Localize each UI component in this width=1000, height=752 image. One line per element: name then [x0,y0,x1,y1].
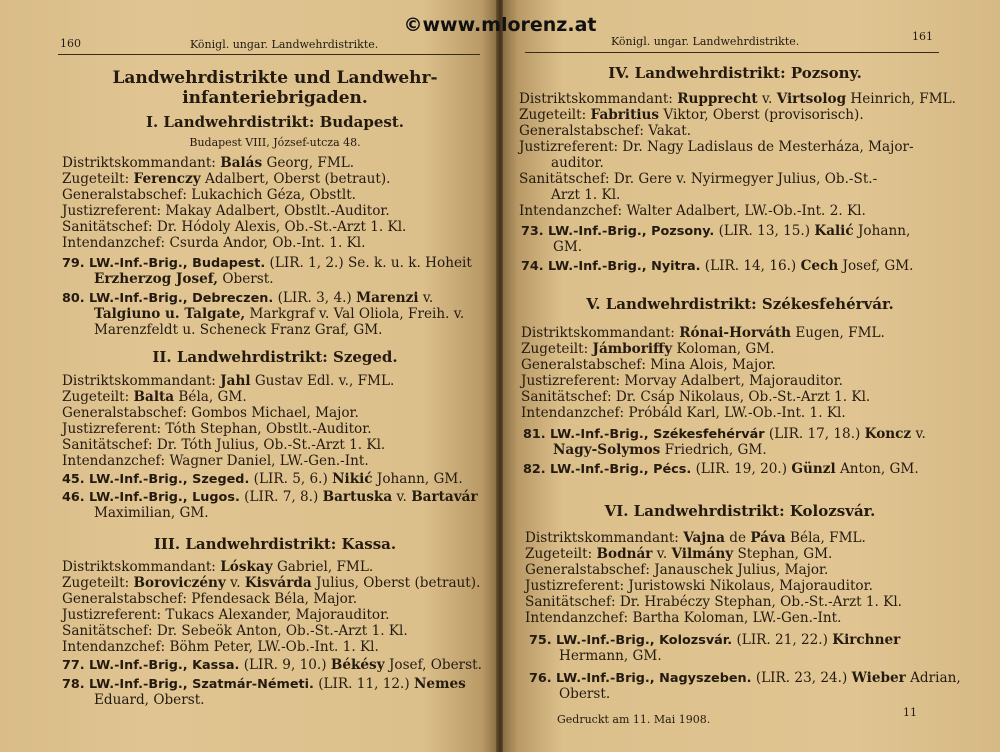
brigade-46: 46. LW.-Inf.-Brig., Lugos. (LIR. 7, 8.) Bartuska v. Bartavár [62,489,478,505]
left-page [0,0,497,752]
district-1-heading: I. Landwehrdistrikt: Budapest. [145,113,405,131]
brigade-82: 82. LW.-Inf.-Brig., Pécs. (LIR. 19, 20.) Günzl Anton, GM. [523,461,919,477]
right-page-number: 161 [912,30,933,43]
d4-justizreferent-line2: auditor. [551,155,604,171]
brigade-81-line2: Nagy-Solymos Friedrich, GM. [553,442,767,458]
d4-justizreferent: Justizreferent: Dr. Nagy Ladislaus de Mesterháza, Major- [519,139,914,155]
brigade-75: 75. LW.-Inf.-Brig., Kolozsvár. (LIR. 21, 22.) Kirchner [529,632,901,648]
d4-generalstabschef: Generalstabschef: Vakat. [519,123,692,139]
d1-zugeteilt: Zugeteilt: Ferenczy Adalbert, Oberst (betraut). [62,171,391,187]
brigade-79-line2: Erzherzog Josef, Oberst. [94,271,274,287]
brigade-78-line2: Eduard, Oberst. [94,692,205,708]
brigade-76: 76. LW.-Inf.-Brig., Nagyszeben. (LIR. 23, 24.) Wieber Adrian, [529,670,961,686]
chapter-title-line2: infanteriebrigaden. [182,88,368,108]
brigade-46-line2: Maximilian, GM. [94,505,209,521]
right-page [503,0,1000,752]
left-running-head: Königl. ungar. Landwehrdistrikte. [190,38,379,51]
district-4-heading: IV. Landwehrdistrikt: Pozsony. [608,64,862,82]
district-2-heading: II. Landwehrdistrikt: Szeged. [152,348,398,366]
d6-kommandant: Distriktskommandant: Vajna de Páva Béla, FML. [525,530,866,546]
brigade-74: 74. LW.-Inf.-Brig., Nyitra. (LIR. 14, 16.) Cech Josef, GM. [521,258,914,274]
brigade-77: 77. LW.-Inf.-Brig., Kassa. (LIR. 9, 10.) Békésy Josef, Oberst. [62,657,482,673]
brigade-81: 81. LW.-Inf.-Brig., Székesfehérvár (LIR. 17, 18.) Koncz v. [523,426,926,442]
signature-mark: 11 [903,706,917,719]
print-date: Gedruckt am 11. Mai 1908. [557,713,711,726]
d5-zugeteilt: Zugeteilt: Jámboriffy Koloman, GM. [521,341,775,357]
left-page-number: 160 [60,37,81,50]
brigade-78: 78. LW.-Inf.-Brig., Szatmár-Németi. (LIR. 11, 12.) Nemes [62,676,466,692]
d3-sanitaetschef: Sanitätschef: Dr. Sebeök Anton, Ob.-St.-Arzt 1. Kl. [62,623,408,639]
brigade-73-line2: GM. [553,239,583,255]
district-6-heading: VI. Landwehrdistrikt: Kolozsvár. [604,502,876,520]
d1-generalstabschef: Generalstabschef: Lukachich Géza, Obstlt. [62,187,356,203]
d1-sanitaetschef: Sanitätschef: Dr. Hódoly Alexis, Ob.-St.-Arzt 1. Kl. [62,219,407,235]
d6-generalstabschef: Generalstabschef: Janauschek Julius, Major. [525,562,829,578]
district-3-heading: III. Landwehrdistrikt: Kassa. [153,535,397,553]
d4-zugeteilt: Zugeteilt: Fabritius Viktor, Oberst (provisorisch). [519,107,864,123]
d5-kommandant: Distriktskommandant: Rónai-Horváth Eugen, FML. [521,325,885,341]
d5-sanitaetschef: Sanitätschef: Dr. Csáp Nikolaus, Ob.-St.-Arzt 1. Kl. [521,389,871,405]
right-running-head: Königl. ungar. Landwehrdistrikte. [611,35,800,48]
brigade-80-line3: Marenzfeldt u. Scheneck Franz Graf, GM. [94,322,383,338]
d5-justizreferent: Justizreferent: Morvay Adalbert, Majorauditor. [521,373,843,389]
d2-sanitaetschef: Sanitätschef: Dr. Tóth Julius, Ob.-St.-Arzt 1. Kl. [62,437,386,453]
d6-intendanzchef: Intendanzchef: Bartha Koloman, LW.-Gen.-Int. [525,610,842,626]
d4-sanitaetschef-line2: Arzt 1. Kl. [551,187,621,203]
d2-intendanzchef: Intendanzchef: Wagner Daniel, LW.-Gen.-Int. [62,453,369,469]
d6-zugeteilt: Zugeteilt: Bodnár v. Vilmány Stephan, GM. [525,546,833,562]
d6-sanitaetschef: Sanitätschef: Dr. Hrabéczy Stephan, Ob.-St.-Arzt 1. Kl. [525,594,903,610]
brigade-73: 73. LW.-Inf.-Brig., Pozsony. (LIR. 13, 15.) Kalić Johann, [521,223,911,239]
d2-justizreferent: Justizreferent: Tóth Stephan, Obstlt.-Auditor. [62,421,372,437]
d4-intendanzchef: Intendanzchef: Walter Adalbert, LW.-Ob.-Int. 2. Kl. [519,203,866,219]
d3-zugeteilt: Zugeteilt: Boroviczény v. Kisvárda Julius, Oberst (betraut). [62,575,481,591]
d3-kommandant: Distriktskommandant: Lóskay Gabriel, FML. [62,559,374,575]
brigade-80: 80. LW.-Inf.-Brig., Debreczen. (LIR. 3, 4.) Marenzi v. [62,290,434,306]
d1-intendanzchef: Intendanzchef: Csurda Andor, Ob.-Int. 1. Kl. [62,235,366,251]
d3-justizreferent: Justizreferent: Tukacs Alexander, Majorauditor. [62,607,390,623]
chapter-title-line1: Landwehrdistrikte und Landwehr- [112,68,438,88]
d5-intendanzchef: Intendanzchef: Próbáld Karl, LW.-Ob.-Int. 1. Kl. [521,405,846,421]
d1-justizreferent: Justizreferent: Makay Adalbert, Obstlt.-Auditor. [62,203,390,219]
brigade-45: 45. LW.-Inf.-Brig., Szeged. (LIR. 5, 6.) Nikić Johann, GM. [62,471,463,487]
d2-kommandant: Distriktskommandant: Jahl Gustav Edl. v., FML. [62,373,395,389]
d3-intendanzchef: Intendanzchef: Böhm Peter, LW.-Ob.-Int. 1. Kl. [62,639,379,655]
right-header-rule [525,52,939,53]
left-header-rule [58,54,480,55]
d4-sanitaetschef: Sanitätschef: Dr. Gere v. Nyirmegyer Julius, Ob.-St.- [519,171,878,187]
d3-generalstabschef: Generalstabschef: Pfendesack Béla, Major. [62,591,358,607]
brigade-80-line2: Talgiuno u. Talgate, Markgraf v. Val Oliola, Freih. v. [94,306,465,322]
watermark: ©www.mlorenz.at [403,14,597,36]
d6-justizreferent: Justizreferent: Juristowski Nikolaus, Majorauditor. [525,578,873,594]
d2-generalstabschef: Generalstabschef: Gombos Michael, Major. [62,405,359,421]
d2-zugeteilt: Zugeteilt: Balta Béla, GM. [62,389,247,405]
d5-generalstabschef: Generalstabschef: Mina Alois, Major. [521,357,776,373]
brigade-76-line2: Oberst. [559,686,611,702]
d4-kommandant: Distriktskommandant: Rupprecht v. Virtsolog Heinrich, FML. [519,91,956,107]
district-1-address: Budapest VIII, József-utcza 48. [189,136,361,149]
d1-kommandant: Distriktskommandant: Balás Georg, FML. [62,155,355,171]
brigade-79: 79. LW.-Inf.-Brig., Budapest. (LIR. 1, 2.) Se. k. u. k. Hoheit [62,255,472,271]
brigade-75-line2: Hermann, GM. [559,648,662,664]
district-5-heading: V. Landwehrdistrikt: Székesfehérvár. [586,295,894,313]
